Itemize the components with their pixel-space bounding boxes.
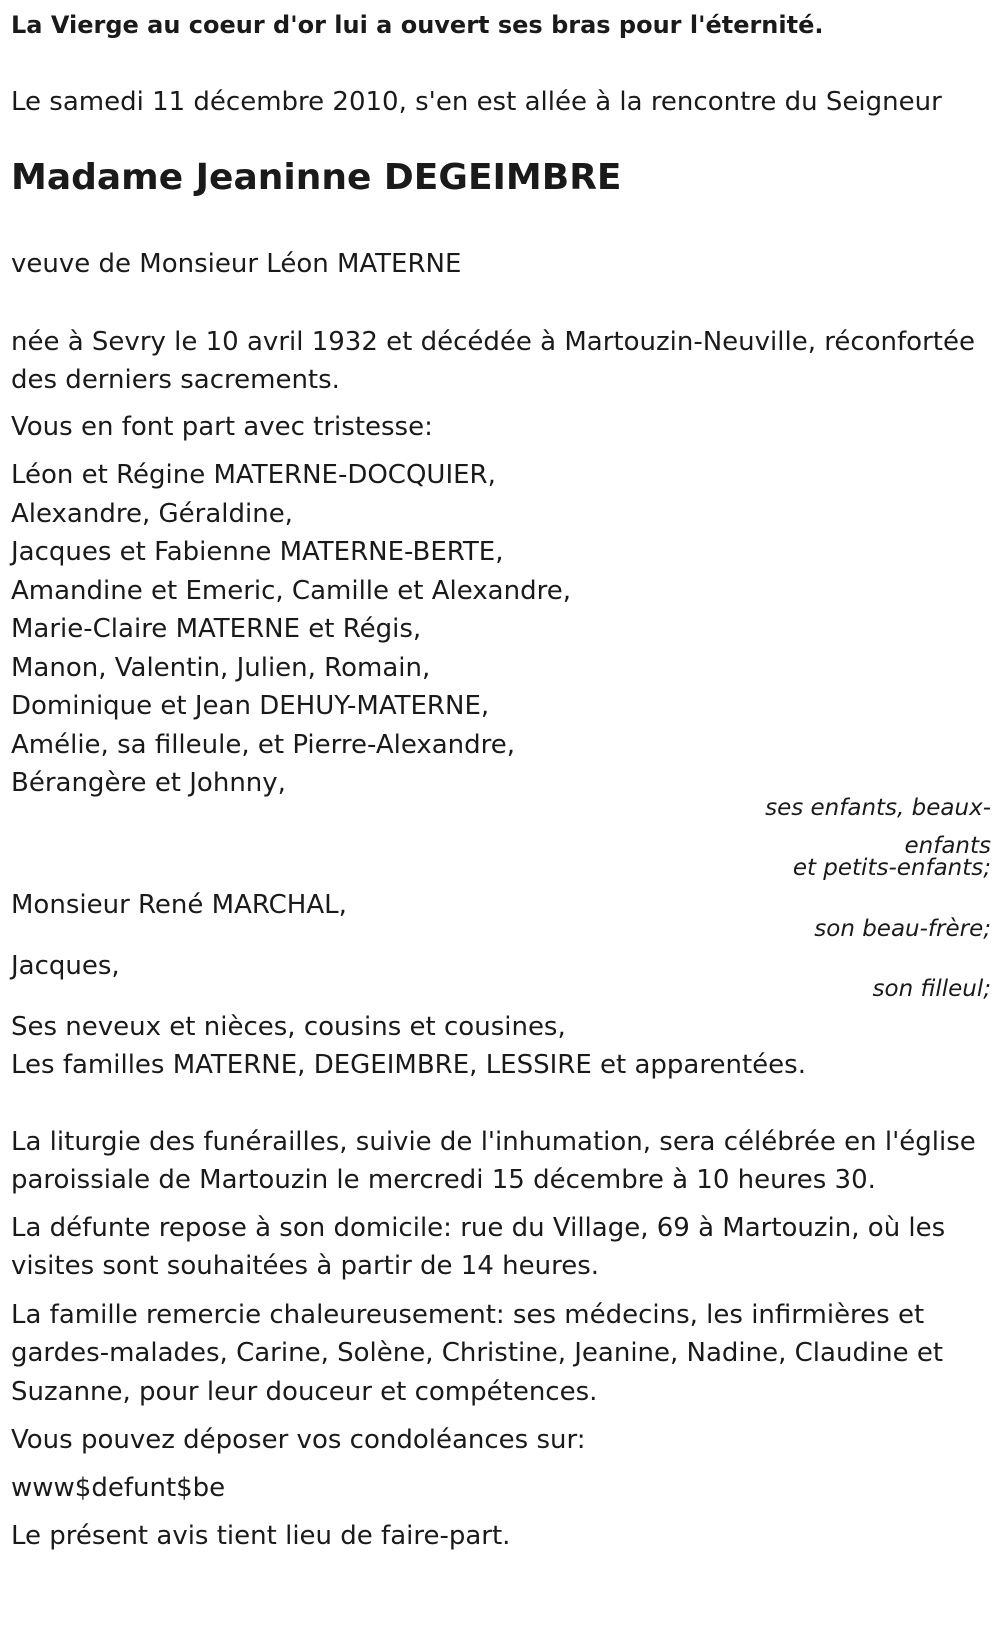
brother-in-law-name: Monsieur René MARCHAL,: [11, 890, 347, 920]
family-line: Dominique et Jean DEHUY-MATERNE,: [11, 691, 490, 721]
family-line: Manon, Valentin, Julien, Romain,: [11, 653, 431, 683]
godson-name: Jacques,: [11, 951, 120, 981]
birth-death-line-2: des derniers sacrements.: [11, 365, 340, 395]
visitation-line-1: La défunte repose à son domicile: rue du Village, 69 à Martouzin, où les: [11, 1213, 946, 1243]
godson-relation: son filleul;: [872, 976, 991, 1002]
widow-of-text: veuve de Monsieur Léon MATERNE: [11, 249, 462, 279]
family-line: Bérangère et Johnny,: [11, 768, 286, 798]
birth-death-line-1: née à Sevry le 10 avril 1932 et décédée à Martouzin-Neuville, réconfortée: [11, 327, 975, 357]
family-line: Jacques et Fabienne MATERNE-BERTE,: [11, 537, 504, 567]
extended-family-line: Ses neveux et nièces, cousins et cousines,: [11, 1012, 566, 1042]
visitation-line-2: visites sont souhaitées à partir de 14 heures.: [11, 1251, 600, 1281]
family-line: Alexandre, Géraldine,: [11, 499, 293, 529]
brother-in-law-relation: son beau-frère;: [814, 916, 991, 942]
thanks-line-1: La famille remercie chaleureusement: ses médecins, les infirmières et: [11, 1300, 925, 1330]
funeral-line-1: La liturgie des funérailles, suivie de l'inhumation, sera célébrée en l'église: [11, 1127, 976, 1157]
family-relation-line: ses enfants, beaux-: [765, 795, 991, 821]
family-line: Amélie, sa filleule, et Pierre-Alexandre,: [11, 730, 516, 760]
epigraph: La Vierge au coeur d'or lui a ouvert ses bras pour l'éternité.: [11, 11, 824, 39]
family-relation-line: et petits-enfants;: [792, 855, 991, 881]
family-line: Amandine et Emeric, Camille et Alexandre,: [11, 576, 571, 606]
intro-text: Le samedi 11 décembre 2010, s'en est allée à la rencontre du Seigneur: [11, 87, 942, 117]
thanks-line-2: gardes-malades, Carine, Solène, Christine, Jeanine, Nadine, Claudine et: [11, 1338, 944, 1368]
deceased-name: Madame Jeaninne DEGEIMBRE: [11, 157, 622, 198]
funeral-line-2: paroissiale de Martouzin le mercredi 15 décembre à 10 heures 30.: [11, 1165, 876, 1195]
condolences-website-link[interactable]: www$defunt$be: [11, 1473, 226, 1503]
family-line: Léon et Régine MATERNE-DOCQUIER,: [11, 460, 496, 490]
extended-family-line: Les familles MATERNE, DEGEIMBRE, LESSIRE et apparentées.: [11, 1050, 806, 1080]
closing-text: Le présent avis tient lieu de faire-part.: [11, 1521, 511, 1551]
family-line: Marie-Claire MATERNE et Régis,: [11, 614, 422, 644]
condolences-prompt: Vous pouvez déposer vos condoléances sur:: [11, 1425, 586, 1455]
family-relation-line: enfants: [904, 833, 991, 859]
announcement-text: Vous en font part avec tristesse:: [11, 412, 433, 442]
thanks-line-3: Suzanne, pour leur douceur et compétences.: [11, 1377, 598, 1407]
obituary-notice: [11, 0, 991, 1627]
